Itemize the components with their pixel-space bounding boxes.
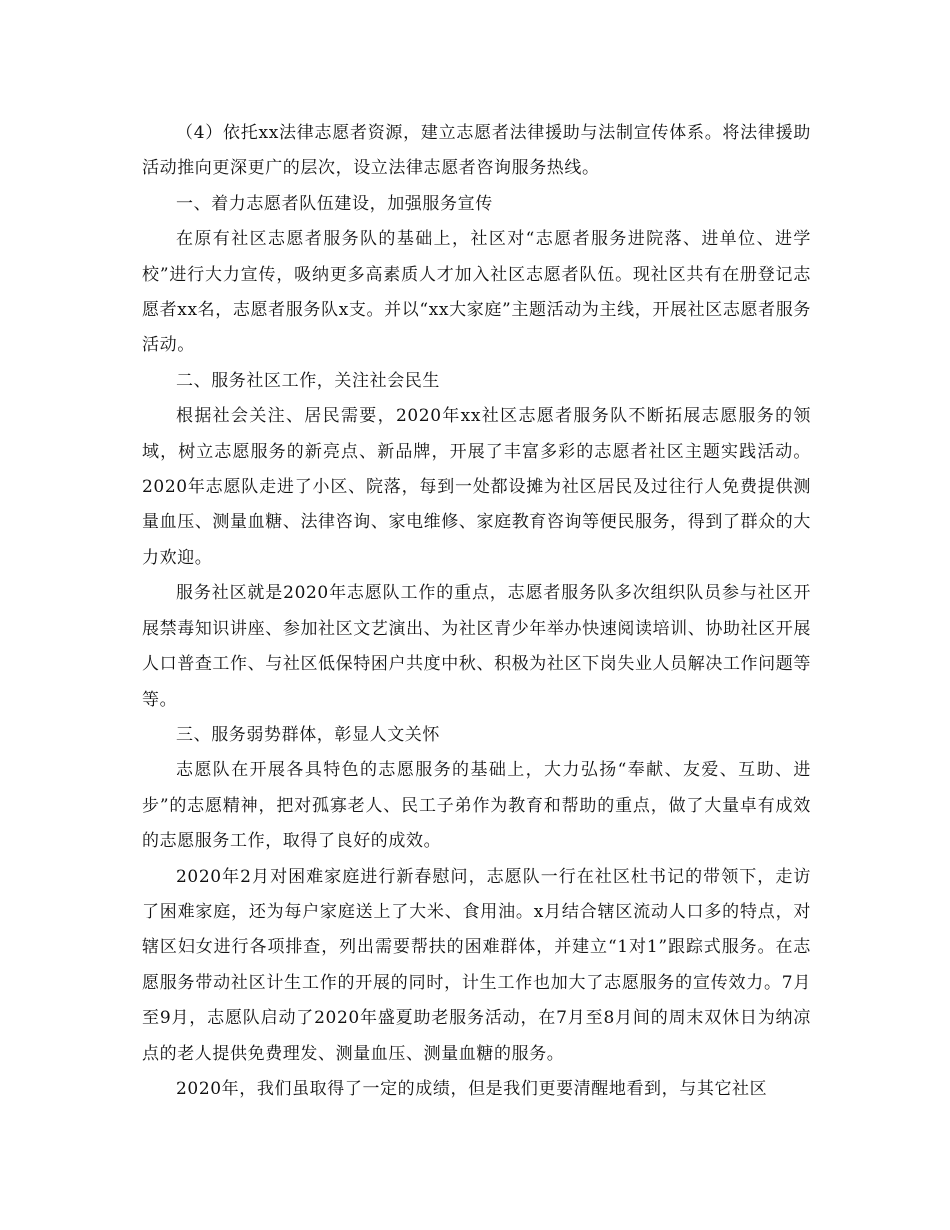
paragraph-legal-aid: （4）依托xx法律志愿者资源，建立志愿者法律援助与法制宣传体系。将法律援助活动推向更深更广的层次，设立法律志愿者咨询服务热线。 [142,123,811,179]
document-page [142,116,811,1107]
paragraph-volunteer-spirit: 志愿队在开展各具特色的志愿服务的基础上，大力弘扬“奉献、友爱、互助、进步”的志愿精神，把对孤寡老人、民工子弟作为教育和帮助的重点，做了大量卓有成效的志愿服务工作，取得了良好的成效。 [142,760,811,852]
section-heading-3: 三、服务弱势群体，彰显人文关怀 [176,724,440,745]
paragraph-volunteer-team: 在原有社区志愿者服务队的基础上，社区对“志愿者服务进院落、进单位、进学校”进行大力宣传，吸纳更多高素质人才加入社区志愿者队伍。现社区共有在册登记志愿者xx名，志愿者服务队x支。并以“xx大家庭”主题活动为主线，开展社区志愿者服务活动。 [142,229,811,356]
paragraph-activities-2020: 2020年2月对困难家庭进行新春慰问，志愿队一行在社区杜书记的带领下，走访了困难家庭，还为每户家庭送上了大米、食用油。x月结合辖区流动人口多的特点，对辖区妇女进行各项排查，列出需要帮扶的困难群体，并建立“1对1”跟踪式服务。在志愿服务带动社区计生工作的开展的同时，计生工作也加大了志愿服务的宣传效力。7月至9月，志愿队启动了2020年盛夏助老服务活动，在7月至8月间的周末双休日为纳凉点的老人提供免费理发、测量血压、测量血糖的服务。 [142,866,811,1064]
paragraph-community-service: 根据社会关注、居民需要，2020年xx社区志愿者服务队不断拓展志愿服务的领域，树立志愿服务的新亮点、新品牌，开展了丰富多彩的志愿者社区主题实践活动。2020年志愿队走进了小区、院落，每到一处都设摊为社区居民及过往行人免费提供测量血压、测量血糖、法律咨询、家电维修、家庭教育咨询等便民服务，得到了群众的大力欢迎。 [142,406,811,568]
section-heading-2: 二、服务社区工作，关注社会民生 [176,370,440,391]
paragraph-work-focus: 服务社区就是2020年志愿队工作的重点，志愿者服务队多次组织队员参与社区开展禁毒知识讲座、参加社区文艺演出、为社区青少年举办快速阅读培训、协助社区开展人口普查工作、与社区低保特困户共度中秋、积极为社区下岗失业人员解决工作问题等等。 [142,583,811,710]
section-heading-1: 一、着力志愿者队伍建设，加强服务宣传 [176,193,493,214]
paragraph-achievements: 2020年，我们虽取得了一定的成绩，但是我们更要清醒地看到，与其它社区 [176,1078,768,1099]
